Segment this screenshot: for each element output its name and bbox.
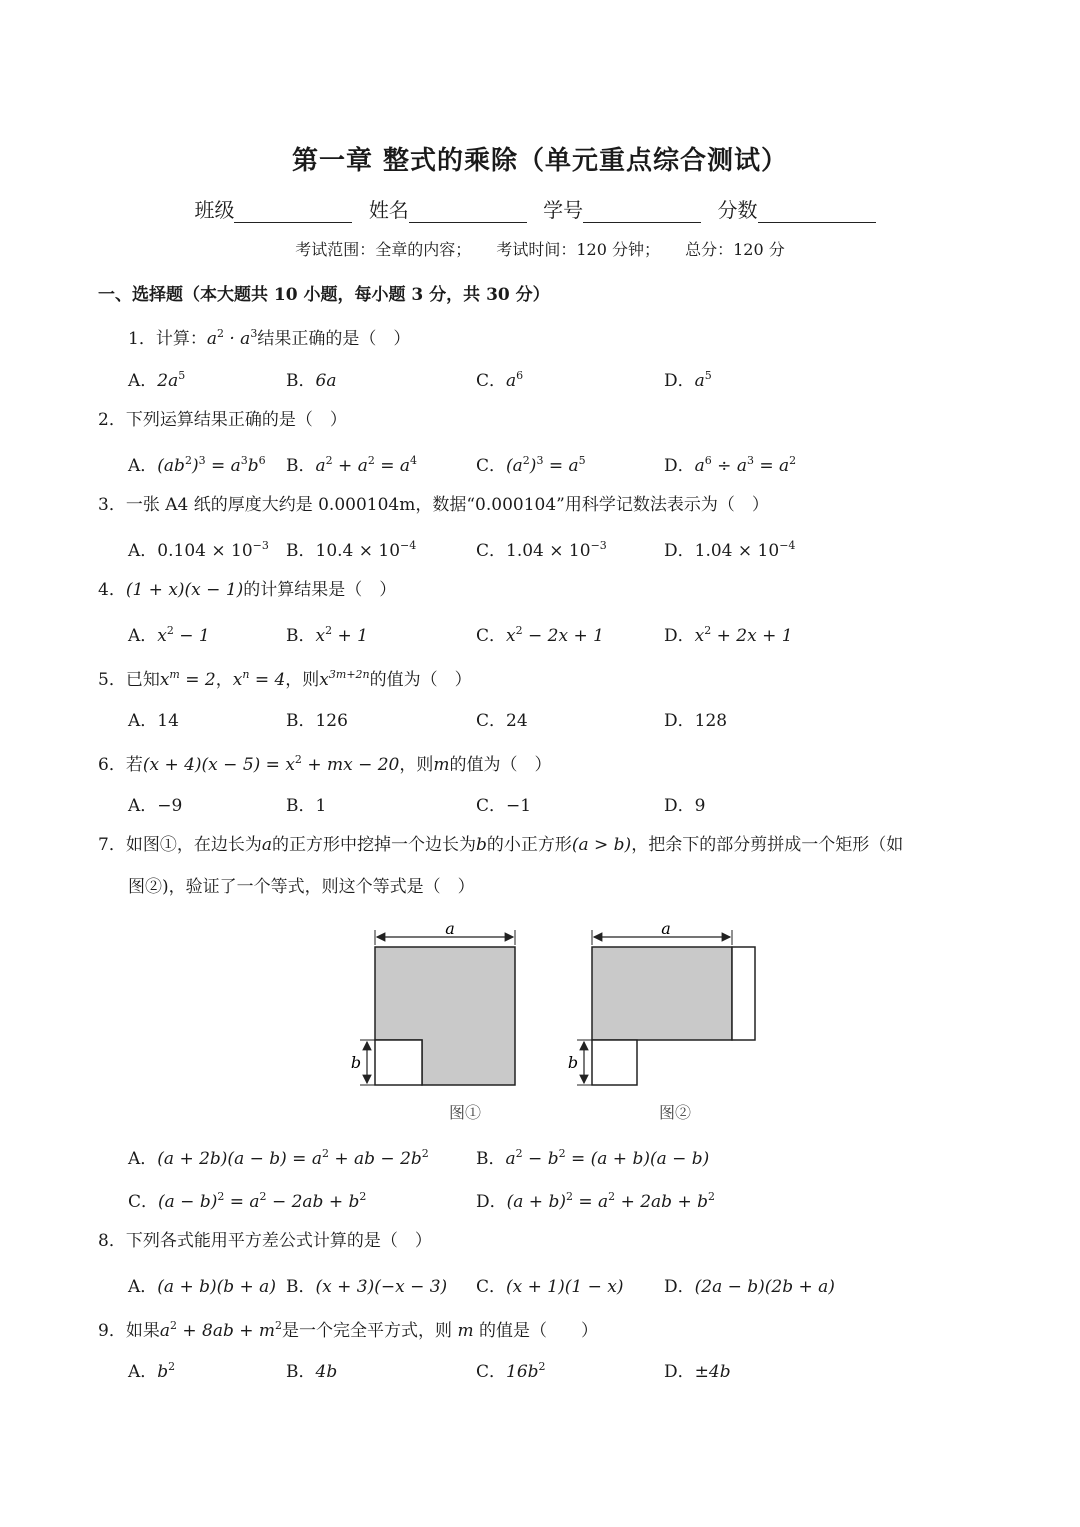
q4-option-a[interactable]: A．$x^2 - 1$ [128,624,210,646]
q5-option-c[interactable]: C．24 [476,711,528,731]
question-1: 1．计算：$a^2 \cdot a^3$结果正确的是（ ） [128,327,411,349]
q9-option-b[interactable]: B．4b [286,1362,338,1382]
q5-option-b[interactable]: B．126 [286,711,348,731]
page-title: 第一章 整式的乘除（单元重点综合测试） [291,146,789,176]
q8-option-c[interactable]: C．(x + 1)(1 − x) [476,1277,624,1297]
q8-option-b[interactable]: B．(x + 3)(−x − 3) [286,1277,448,1297]
fig2-caption: 图② [658,1103,692,1122]
q8-option-d[interactable]: D．(2a − b)(2b + a) [664,1277,835,1297]
q5-option-d[interactable]: D．128 [664,711,728,731]
q3-option-d[interactable]: D．$1.04 \times 10^{-4}$ [664,539,796,561]
q6-option-b[interactable]: B．1 [286,796,327,816]
exam-info [0,237,1080,260]
fig1-caption: 图① [448,1103,482,1122]
fig1-label-b: b [350,1053,362,1072]
q9-option-c[interactable]: C．$16b^2$ [476,1360,546,1382]
q1-option-d[interactable]: D．$a^5$ [664,369,712,391]
name-label: 姓名 [368,198,409,222]
q7-option-a[interactable]: A．$(a + 2b)(a - b) = a^2$ + ab − $2b^2$ [128,1147,429,1169]
class-label: 班级 [194,198,235,222]
exam-total: 总分：120 分 [685,240,785,259]
q2-option-d[interactable]: D．$a^6 \div a^3 = a^2$ [664,454,797,476]
q1-stem: 1．计算： [128,329,207,349]
q4-option-c[interactable]: C．$x^2 - 2x + 1$ [476,624,604,646]
q1-option-a[interactable]: A．$2a^5$ [128,369,186,391]
q4-stem-tail: 的计算结果是（ ） [243,580,397,600]
q6-option-d[interactable]: D．9 [664,796,706,816]
question-5: 5．已知$x^m = 2$，$x^n = 4$，则$x^{3m+2n}$的值为（ ） [98,668,472,690]
question-8: 8．下列各式能用平方差公式计算的是（ ） [98,1231,432,1251]
question-6: 6．若$(x + 4)(x - 5) = x^2$ + mx − 20，则m的值为（ ） [98,753,552,775]
section-heading: 一、选择题（本大题共 10 小题，每小题 3 分，共 30 分） [98,285,550,305]
q4-option-b[interactable]: B．$x^2 + 1$ [286,624,368,646]
figure-1 [351,919,515,1122]
q6-option-c[interactable]: C．−1 [476,796,532,816]
question-2: 2．下列运算结果正确的是（ ） [98,410,347,430]
q3-option-b[interactable]: B．$10.4 \times 10^{-4}$ [286,539,417,561]
q1-option-b[interactable]: B．6a [286,371,337,391]
q7-option-b[interactable]: B．$a^2 - b^2 = (a + b)(a - b)$ [476,1147,710,1169]
exam-range: 考试范围：全章的内容； [295,240,472,259]
q3-option-a[interactable]: A．$0.104 \times 10^{-3}$ [128,539,269,561]
name-blank[interactable] [409,202,527,223]
question-7: 7．如图①，在边长为a的正方形中挖掉一个边长为b的小正方形(a > b)，把余下的部分剪拼成一个矩形（如 [98,835,904,855]
score-label: 分数 [717,198,758,222]
q9-option-a[interactable]: A．$b^2$ [128,1360,176,1382]
q2-option-a[interactable]: A．$(ab^2)^3 = a^3b^6$ [128,454,266,476]
score-blank[interactable] [758,202,876,223]
q2-option-b[interactable]: B．$a^2 + a^2 = a^4$ [286,454,418,476]
fig2-label-b: b [567,1053,579,1072]
question-7-line2: 图②)，验证了一个等式，则这个等式是（ ） [128,877,475,897]
number-label: 学号 [543,198,584,222]
q9-option-d[interactable]: D．±4b [664,1362,731,1382]
q2-option-c[interactable]: C．$(a^2)^3 = a^5$ [476,454,586,476]
class-blank[interactable] [234,202,352,223]
q4-option-d[interactable]: D．$x^2 + 2x + 1$ [664,624,793,646]
q7-option-d[interactable]: D．$(a + b)^2 = a^2 + 2ab + b^2$ [476,1190,715,1212]
q3-option-c[interactable]: C．$1.04 \times 10^{-3}$ [476,539,607,561]
student-info-row [0,194,1080,223]
question-9: 9．如果$a^2 + 8ab + m^2$是一个完全平方式，则 m 的值是（ ） [98,1319,598,1341]
exam-time: 考试时间：120 分钟； [496,240,660,259]
q6-option-a[interactable]: A．−9 [128,796,183,816]
number-blank[interactable] [583,202,701,223]
q1-stem-tail: 结果正确的是（ ） [257,329,411,349]
q5-option-a[interactable]: A．14 [128,711,179,731]
q7-option-c[interactable]: C．$(a - b)^2 = a^2 - 2ab + b^2$ [128,1190,367,1212]
figure-2 [568,919,755,1122]
fig1-label-a: a [445,919,455,938]
question-3: 3．一张 A4 纸的厚度大约是 0.000104m，数据“0.000104”用科学记数法表示为（ ） [98,495,769,515]
q1-option-c[interactable]: C．$a^6$ [476,369,524,391]
q7-figure [340,915,770,1130]
fig2-label-a: a [661,919,671,938]
question-4: 4．(1 + x)(x − 1)的计算结果是（ ） [98,580,397,600]
q8-option-a[interactable]: A．(a + b)(b + a) [128,1277,276,1297]
